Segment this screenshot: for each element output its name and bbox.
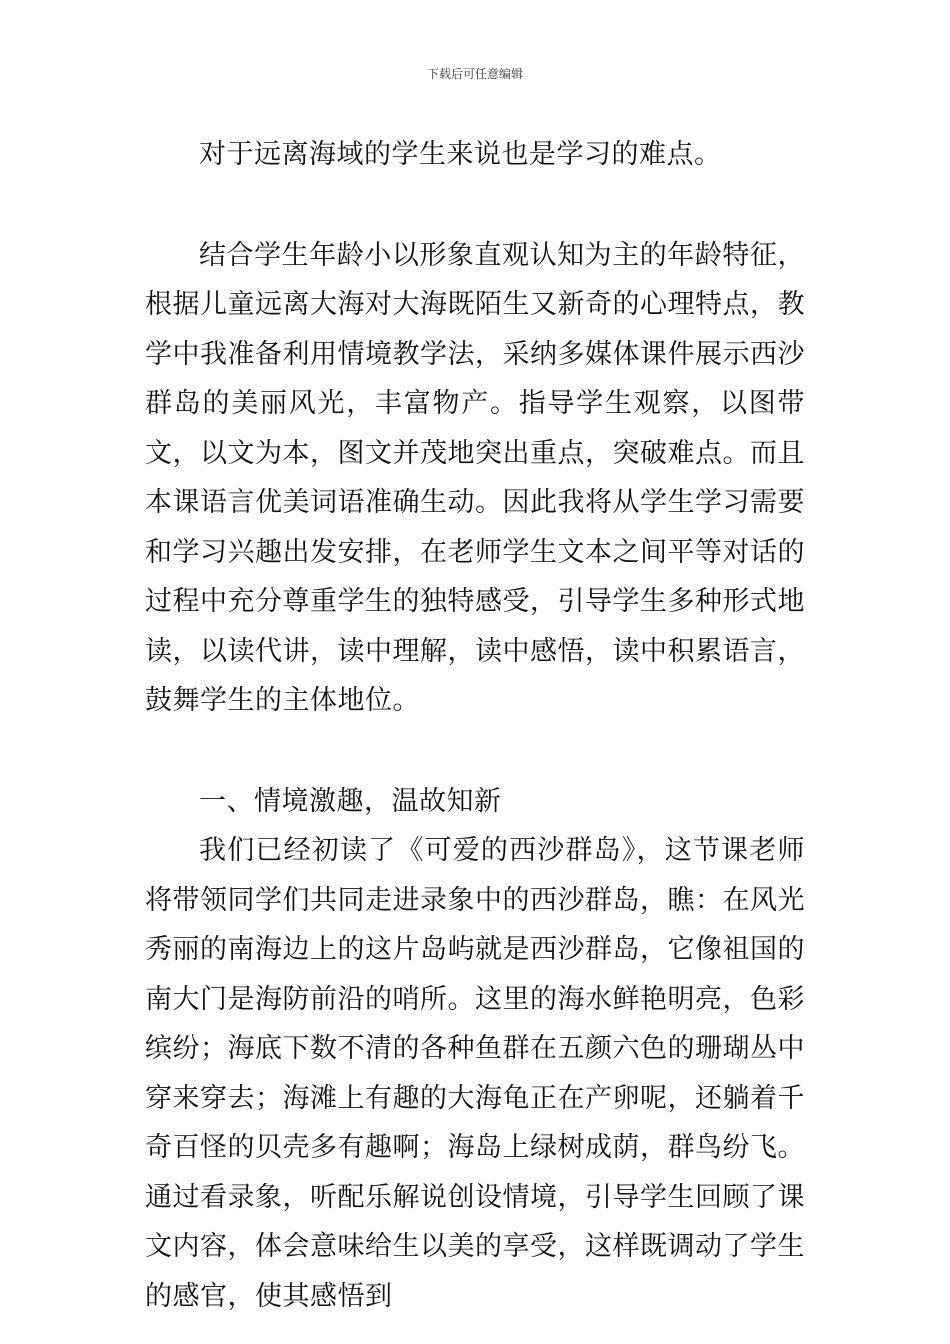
document-body	[145, 130, 805, 1321]
page-header: 下载后可任意编辑	[426, 67, 523, 81]
paragraph-intro: 对于远离海域的学生来说也是学习的难点。	[199, 139, 722, 170]
section-heading: 一、情境激趣，温故知新	[199, 785, 502, 817]
paragraph-gap	[145, 180, 805, 231]
paragraph-teaching-method: 结合学生年龄小以形象直观认知为主的年龄特征，根据儿童远离大海对大海既陌生又新奇的心理特点，教学中我准备利用情境教学法，采纳多媒体课件展示西沙群岛的美丽风光，丰富物产。指导学生观察，以图带文，以文为本，图文并茂地突出重点，突破难点。而且本课语言优美词语准确生动。因此我将从学生学习需要和学习兴趣出发安排，在老师学生文本之间平等对话的过程中充分尊重学生的独特感受，引导学生多种形式地读，以读代讲，读中理解，读中感悟，读中积累语言，鼓舞学生的主体地位。	[145, 239, 805, 716]
paragraph-gap	[145, 726, 805, 777]
paragraph-situation: 我们已经初读了《可爱的西沙群岛》，这节课老师将带领同学们共同走进录象中的西沙群岛，瞧：在风光秀丽的南海边上的这片岛屿就是西沙群岛，它像祖国的南大门是海防前沿的哨所。这里的海水鲜艳明亮，色彩缤纷；海底下数不清的各种鱼群在五颜六色的珊瑚丛中穿来穿去；海滩上有趣的大海龟正在产卵呢，还躺着千奇百怪的贝壳多有趣啊；海岛上绿树成荫，群鸟纷飞。通过看录象，听配乐解说创设情境，引导学生回顾了课文内容，体会意味给生以美的享受，这样既调动了学生的感官，使其感悟到	[145, 835, 805, 1312]
